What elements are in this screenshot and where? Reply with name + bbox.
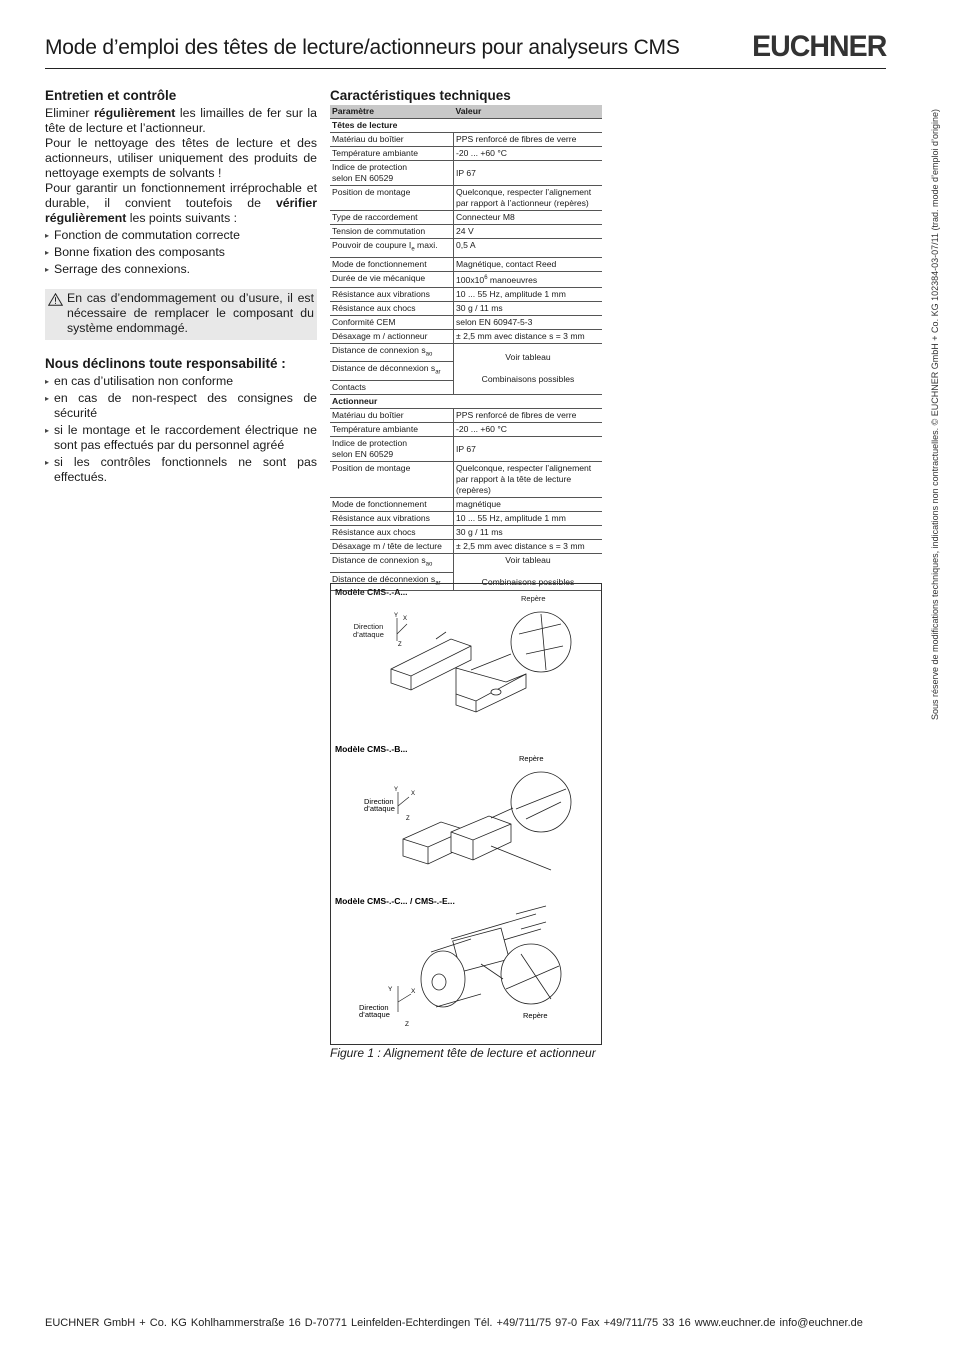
list-item: ▸ si les contrôles fonctionnels ne sont pas effectués. bbox=[45, 455, 317, 485]
axes-b-icon bbox=[398, 792, 409, 814]
table-row: Distance de déconnexion $s_{ar}$ bbox=[330, 572, 602, 591]
alignment-figure bbox=[330, 583, 602, 1045]
column-header-parameter: Paramètre bbox=[330, 105, 454, 119]
table-row: Position de montage Quelconque, respecter l’alignement par rapport à la tête de lecture (repères) bbox=[330, 462, 602, 498]
repere-label-ce: Repère bbox=[523, 1011, 548, 1020]
right-column bbox=[330, 88, 602, 591]
table-row: Contacts bbox=[330, 381, 602, 395]
maintenance-paragraph-3: Pour garantir un fonctionnement irréprochable et durable, il convient toutefois de vérifier régulièrement les points suivants : bbox=[45, 181, 317, 225]
figure-caption: Figure 1 : Alignement tête de lecture et actionneur bbox=[330, 1046, 596, 1060]
list-item: ▸ Serrage des connexions. bbox=[45, 262, 317, 277]
footer-address: EUCHNER GmbH + Co. KG Kohlhammerstraße 16 D-70771 Leinfelden-Echterdingen Tél. +49/711/75 97-0 Fax +49/711/75 33 16 www.euchner.de info@euchner.de bbox=[45, 1317, 863, 1329]
table-row: Mode de fonctionnement magnétique bbox=[330, 498, 602, 512]
direction-label-ce2: d’attaque bbox=[359, 1010, 390, 1019]
section-row-reader: Têtes de lecture bbox=[330, 119, 602, 133]
repere-label-b: Repère bbox=[519, 754, 544, 763]
direction-label-a: Direction d’attaque bbox=[353, 622, 384, 639]
page-title: Mode d’emploi des têtes de lecture/actionneurs pour analyseurs CMS bbox=[45, 36, 680, 59]
list-item: ▸ si le montage et le raccordement électrique ne sont pas effectués par du personnel agréé bbox=[45, 423, 317, 453]
liability-list bbox=[45, 374, 317, 485]
table-row: Mode de fonctionnement Magnétique, contact Reed bbox=[330, 257, 602, 271]
axis-y-label-b: Y bbox=[394, 787, 399, 793]
axis-z-label-a: Z bbox=[398, 642, 402, 648]
direction-label-ce1: Direction bbox=[359, 1003, 389, 1012]
axis-z-label-ce: Z bbox=[405, 1021, 409, 1028]
euchner-logo: EUCHNER bbox=[751, 30, 886, 63]
table-row: Indice de protection selon EN 60529 IP 67 bbox=[330, 437, 602, 462]
model-ce-label: Modèle CMS-.-C... / CMS-.-E... bbox=[335, 896, 455, 906]
axis-y-label-ce: Y bbox=[388, 986, 393, 993]
direction-label-b1: Direction bbox=[364, 797, 394, 806]
table-row: Résistance aux vibrations 10 ... 55 Hz, amplitude 1 mm bbox=[330, 512, 602, 526]
repere-label-a: Repère bbox=[521, 594, 546, 603]
table-row: Distance de déconnexion $s_{ar}$ bbox=[330, 362, 602, 381]
list-item: ▸ Fonction de commutation correcte bbox=[45, 228, 317, 243]
maintenance-heading: Entretien et contrôle bbox=[45, 88, 177, 103]
sensor-illustrations bbox=[331, 584, 601, 1044]
axis-y-label-a: Y bbox=[394, 613, 399, 619]
axis-x-label-a: X bbox=[403, 616, 408, 622]
warning-triangle-icon bbox=[48, 293, 63, 306]
table-row: Résistance aux chocs 30 g / 11 ms bbox=[330, 526, 602, 540]
table-row: Distance de connexion $s_{ao}$ Voir tableau Combinaisons possibles bbox=[330, 343, 602, 362]
table-row: Résistance aux vibrations 10 ... 55 Hz, amplitude 1 mm bbox=[330, 287, 602, 301]
table-row: Désaxage m / actionneur ± 2,5 mm avec distance s = 3 mm bbox=[330, 329, 602, 343]
warning-text: En cas d’endommagement ou d’usure, il est nécessaire de remplacer le composant du système endommagé. bbox=[67, 291, 314, 335]
specs-table bbox=[330, 105, 602, 591]
left-column bbox=[45, 88, 317, 487]
table-row: Matériau du boîtier PPS renforcé de fibres de verre bbox=[330, 409, 602, 423]
model-b-label: Modèle CMS-.-B... bbox=[335, 744, 408, 754]
table-row: Matériau du boîtier PPS renforcé de fibres de verre bbox=[330, 133, 602, 147]
axis-x-label-b: X bbox=[411, 791, 416, 797]
side-note: Sous réserve de modifications techniques, indications non contractuelles. © EUCHNER GmbH + Co. KG 102384-03-07/11 (trad. mode d’emploi d’origine) bbox=[930, 108, 940, 720]
table-row: Tension de commutation 24 V bbox=[330, 225, 602, 239]
table-row: Pouvoir de coupure $I_e$ maxi. 0,5 A bbox=[330, 239, 602, 258]
list-item: ▸ Bonne fixation des composants bbox=[45, 245, 317, 260]
table-row: Type de raccordement Connecteur M8 bbox=[330, 211, 602, 225]
list-item: ▸ en cas d’utilisation non conforme bbox=[45, 374, 317, 389]
section-row-actuator: Actionneur bbox=[330, 395, 602, 409]
liability-heading: Nous déclinons toute responsabilité : bbox=[45, 356, 286, 371]
table-row: Durée de vie mécanique $100x10^6$ manoeuvres bbox=[330, 271, 602, 287]
table-row: Distance de connexion $s_{ao}$ Voir tableau Combinaisons possibles bbox=[330, 554, 602, 573]
maintenance-checklist bbox=[45, 228, 317, 277]
table-row: Température ambiante -20 ... +60 °C bbox=[330, 423, 602, 437]
model-a-zoom-icon bbox=[471, 612, 571, 672]
axis-x-label-ce: X bbox=[411, 988, 416, 995]
table-row: Indice de protection selon EN 60529 IP 67 bbox=[330, 161, 602, 186]
axis-z-label-b: Z bbox=[406, 816, 410, 822]
axes-ce-icon bbox=[398, 986, 411, 1012]
table-header-row bbox=[330, 105, 602, 119]
table-row: Conformité CEM selon EN 60947-5-3 bbox=[330, 315, 602, 329]
list-item: ▸ en cas de non-respect des consignes de sécurité bbox=[45, 391, 317, 421]
model-a-reader-icon bbox=[391, 632, 526, 712]
warning-box bbox=[45, 289, 317, 340]
table-row: Désaxage m / tête de lecture ± 2,5 mm avec distance s = 3 mm bbox=[330, 540, 602, 554]
table-row: Température ambiante -20 ... +60 °C bbox=[330, 147, 602, 161]
direction-label-b2: d’attaque bbox=[364, 804, 395, 813]
model-a-label: Modèle CMS-.-A... bbox=[335, 587, 408, 597]
maintenance-paragraph-2: Pour le nettoyage des têtes de lecture et des actionneurs, utiliser uniquement des produits de nettoyage exempts de solvants ! bbox=[45, 136, 317, 180]
page-header bbox=[45, 30, 886, 69]
column-header-value: Valeur bbox=[454, 105, 603, 119]
specs-heading: Caractéristiques techniques bbox=[330, 88, 511, 103]
table-row: Résistance aux chocs 30 g / 11 ms bbox=[330, 301, 602, 315]
maintenance-paragraph-1: Eliminer régulièrement les limailles de fer sur la tête de lecture et l’actionneur. bbox=[45, 106, 317, 135]
table-row: Position de montage Quelconque, respecter l’alignement par rapport à l’actionneur (repères) bbox=[330, 186, 602, 211]
